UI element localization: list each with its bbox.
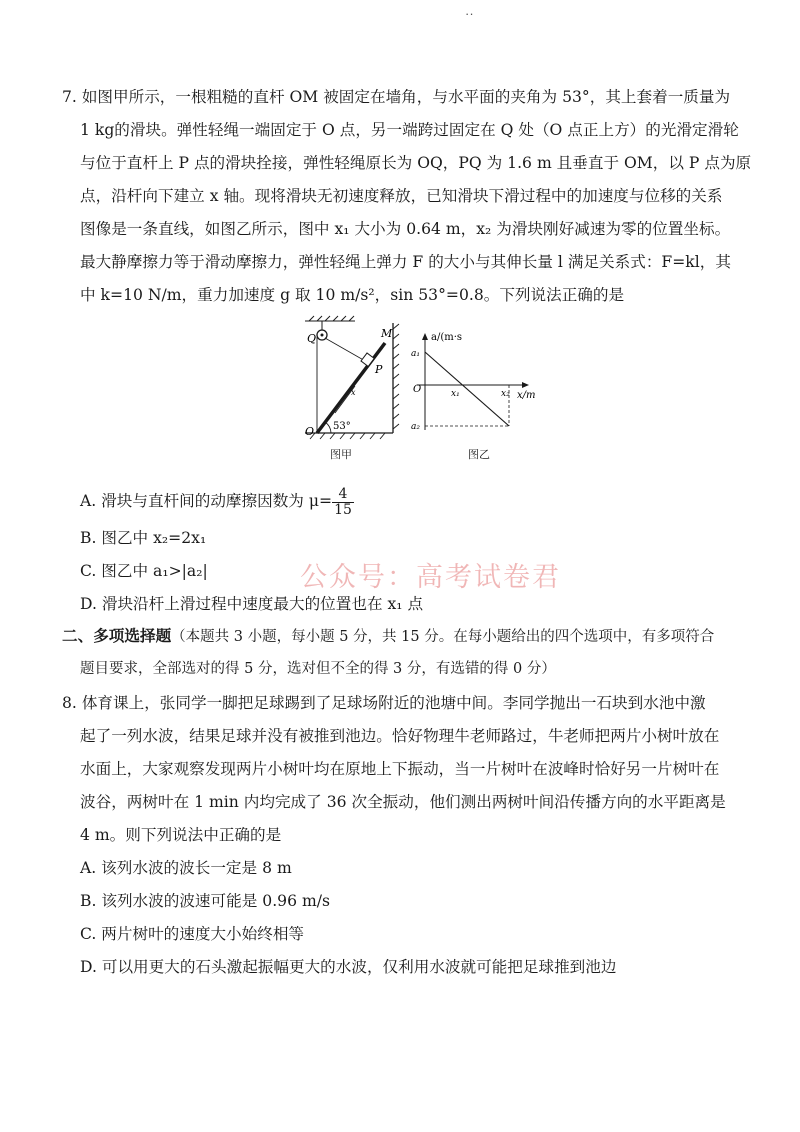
figure-b-graph bbox=[405, 330, 555, 438]
q7-option-a bbox=[80, 486, 354, 518]
q7-option-c: C. 图乙中 a₁>|a₂| bbox=[80, 562, 208, 580]
section2-title: 二、多项选择题 bbox=[62, 626, 172, 645]
fraction-denominator: 15 bbox=[334, 501, 352, 518]
section2-header bbox=[62, 626, 714, 647]
label-x-axis: x/m bbox=[517, 390, 536, 401]
q7-line-2: 1 kg的滑块。弹性轻绳一端固定于 O 点，另一端跨过固定在 Q 处（O 点正上方）的光滑定滑轮 bbox=[80, 121, 739, 139]
q7-line-5: 图像是一条直线，如图乙所示，图中 x₁ 大小为 0.64 m，x₂ 为滑块刚好减速为零的位置坐标。 bbox=[80, 220, 731, 238]
q8-option-c: C. 两片树叶的速度大小始终相等 bbox=[80, 925, 305, 943]
figure-a-caption: 图甲 bbox=[330, 448, 352, 461]
q7-line-3: 与位于直杆上 P 点的滑块拴接，弹性轻绳原长为 OQ，PQ 为 1.6 m 且垂直于 OM，以 P 点为原 bbox=[80, 154, 752, 172]
section2-desc-1: （本题共 3 小题，每小题 5 分，共 15 分。在每小题给出的四个选项中，有多项符合 bbox=[171, 629, 715, 645]
q8-option-a: A. 该列水波的波长一定是 8 m bbox=[80, 859, 292, 877]
figure-b-caption: 图乙 bbox=[468, 448, 490, 461]
watermark: 公众号：高考试卷君 bbox=[300, 562, 561, 593]
fraction bbox=[332, 487, 354, 518]
label-p: P bbox=[375, 363, 383, 376]
section2-desc-2: 题目要求，全部选对的得 5 分，选对但不全的得 3 分，有选错的得 0 分） bbox=[80, 661, 556, 677]
slider bbox=[361, 353, 374, 366]
graph-line bbox=[425, 352, 509, 426]
q8-line-1: 8. 体育课上，张同学一脚把足球踢到了足球场附近的池塘中间。李同学抛出一石块到水池中激 bbox=[62, 694, 706, 712]
q7-option-d: D. 滑块沿杆上滑过程中速度最大的位置也在 x₁ 点 bbox=[80, 595, 424, 613]
label-x1: x₁ bbox=[451, 389, 460, 399]
q8-line-2: 起了一列水波，结果足球并没有被推到池边。恰好物理牛老师路过，牛老师把两片小树叶放在 bbox=[80, 727, 720, 745]
q7-line-7: 中 k=10 N/m，重力加速度 g 取 10 m/s²，sin 53°=0.8。下列说法正确的是 bbox=[80, 286, 625, 304]
label-y-axis: a/(m·s bbox=[431, 332, 463, 343]
q7-option-a-text: A. 滑块与直杆间的动摩擦因数为 μ= bbox=[80, 492, 333, 510]
fraction-numerator: 4 bbox=[332, 487, 354, 503]
ceiling bbox=[305, 316, 355, 321]
label-q: Q bbox=[307, 332, 317, 345]
label-o: O bbox=[305, 425, 315, 438]
q7-option-b: B. 图乙中 x₂=2x₁ bbox=[80, 529, 207, 547]
label-a1: a₁ bbox=[411, 349, 420, 359]
q8-option-b: B. 该列水波的波速可能是 0.96 m/s bbox=[80, 892, 330, 910]
page-mark: ·· bbox=[465, 6, 474, 21]
q8-line-4: 波谷，两树叶在 1 min 内均完成了 36 次全振动，他们测出两树叶间沿传播方向的水平距离是 bbox=[80, 793, 726, 811]
q8-line-3: 水面上，大家观察发现两片小树叶均在原地上下振动，当一片树叶在波峰时恰好另一片树叶在 bbox=[80, 760, 720, 778]
q7-line-1: 7. 如图甲所示，一根粗糙的直杆 OM 被固定在墙角，与水平面的夹角为 53°，其上套着一质量为 bbox=[62, 88, 731, 106]
label-x: x bbox=[351, 388, 356, 397]
label-a2: a₂ bbox=[411, 422, 420, 432]
q7-line-6: 最大静摩擦力等于滑动摩擦力，弹性轻绳上弹力 F 的大小与其伸长量 l 满足关系式：F=kl，其 bbox=[80, 253, 731, 271]
label-angle: 53° bbox=[333, 421, 351, 432]
q7-line-4: 点，沿杆向下建立 x 轴。现将滑块无初速度释放，已知滑块下滑过程中的加速度与位移的关系 bbox=[80, 187, 723, 205]
label-origin: O bbox=[413, 384, 422, 395]
label-m: M bbox=[381, 327, 393, 340]
q8-option-d: D. 可以用更大的石头激起振幅更大的水波，仅利用水波就可能把足球推到池边 bbox=[80, 958, 617, 976]
label-x2: x₂ bbox=[501, 389, 510, 399]
q8-line-5: 4 m。则下列说法中正确的是 bbox=[80, 826, 282, 844]
elastic-rope bbox=[325, 338, 367, 362]
